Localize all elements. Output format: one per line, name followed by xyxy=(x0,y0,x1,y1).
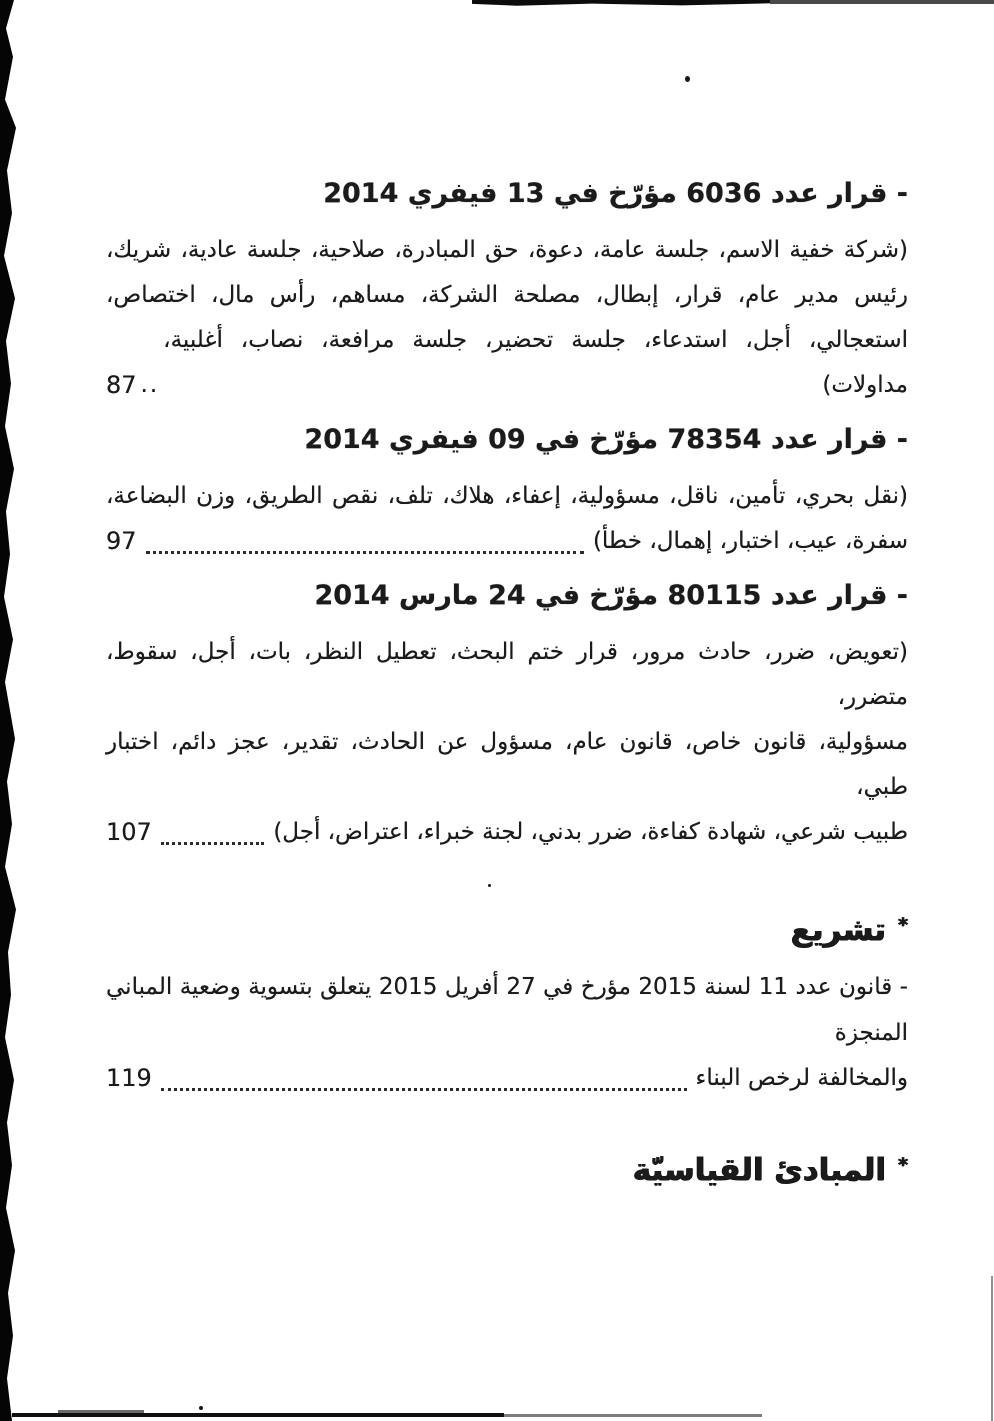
dot-leader xyxy=(146,551,584,554)
decision-keywords-last-line xyxy=(106,810,908,855)
decision-keywords-text: طبيب شرعي، شهادة كفاءة، ضرر بدني، لجنة خبراء، اعتراض، أجل) xyxy=(273,819,908,845)
section-heading-principles xyxy=(106,1141,908,1194)
ink-speck xyxy=(199,1406,203,1410)
decision-keywords-line: رئيس مدير عام، قرار، إبطال، مصلحة الشركة، مساهم، رأس مال، اختصاص، xyxy=(106,282,908,308)
dot-leader xyxy=(161,842,265,845)
decision-heading: - قرار عدد 6036 مؤرّخ في 13 فيفري 2014 xyxy=(323,178,908,209)
decision-keywords-line: (نقل بحري، تأمين، ناقل، مسؤولية، إعفاء، هلاك، تلف، نقص الطريق، وزن البضاعة، xyxy=(106,483,908,509)
section-title: تشريع xyxy=(790,912,887,948)
decision-keywords-text: سفرة، عيب، اختبار، إهمال، خطأ) xyxy=(592,528,908,554)
section-heading-legislation xyxy=(106,901,908,954)
asterisk-marker: * xyxy=(898,1154,908,1176)
asterisk-marker: * xyxy=(898,914,908,936)
page-number: 87 xyxy=(106,371,137,399)
law-entry-text: والمخالفة لرخص البناء xyxy=(695,1065,908,1091)
scan-binding-edge xyxy=(0,0,20,1421)
decision-keywords-text: استعجالي، أجل، استدعاء، جلسة تحضير، جلسة مرافعة، نصاب، أغلبية، مداولات) xyxy=(163,327,908,398)
dot-leader xyxy=(161,1088,687,1091)
decision-keywords-line: (تعويض، ضرر، حادث مرور، قرار ختم البحث، تعطيل النظر، بات، أجل، سقوط، متضرر، xyxy=(106,639,908,710)
page-number: 107 xyxy=(106,818,152,846)
page-number: 97 xyxy=(106,527,137,555)
scan-artifact-bottom xyxy=(58,1410,144,1413)
table-of-contents xyxy=(106,0,908,1194)
decision-keywords-last-line xyxy=(106,519,908,564)
scan-artifact-right xyxy=(991,1276,993,1421)
decision-keywords-line: (شركة خفية الاسم، جلسة عامة، دعوة، حق المبادرة، صلاحية، جلسة عادية، شريك، xyxy=(106,237,908,263)
scan-artifact-bottom xyxy=(12,1413,504,1417)
decision-heading: - قرار عدد 80115 مؤرّخ في 24 مارس 2014 xyxy=(314,580,908,611)
page-number: 119 xyxy=(106,1064,152,1092)
decision-keywords-line: مسؤولية، قانون خاص، قانون عام، مسؤول عن الحادث، تقدير، عجز دائم، اختبار طبي، xyxy=(106,729,908,800)
dot-leader: .. xyxy=(140,372,160,398)
section-title: المبادئ القياسيّة xyxy=(632,1152,887,1188)
scan-artifact-bottom xyxy=(504,1414,762,1417)
law-entry-last-line xyxy=(106,1056,908,1101)
law-entry-line: - قانون عدد 11 لسنة 2015 مؤرخ في 27 أفريل 2015 يتعلق بتسوية وضعية المباني المنجزة xyxy=(106,974,908,1046)
decision-heading: - قرار عدد 78354 مؤرّخ في 09 فيفري 2014 xyxy=(304,424,908,455)
decision-keywords-last-line xyxy=(106,318,908,408)
